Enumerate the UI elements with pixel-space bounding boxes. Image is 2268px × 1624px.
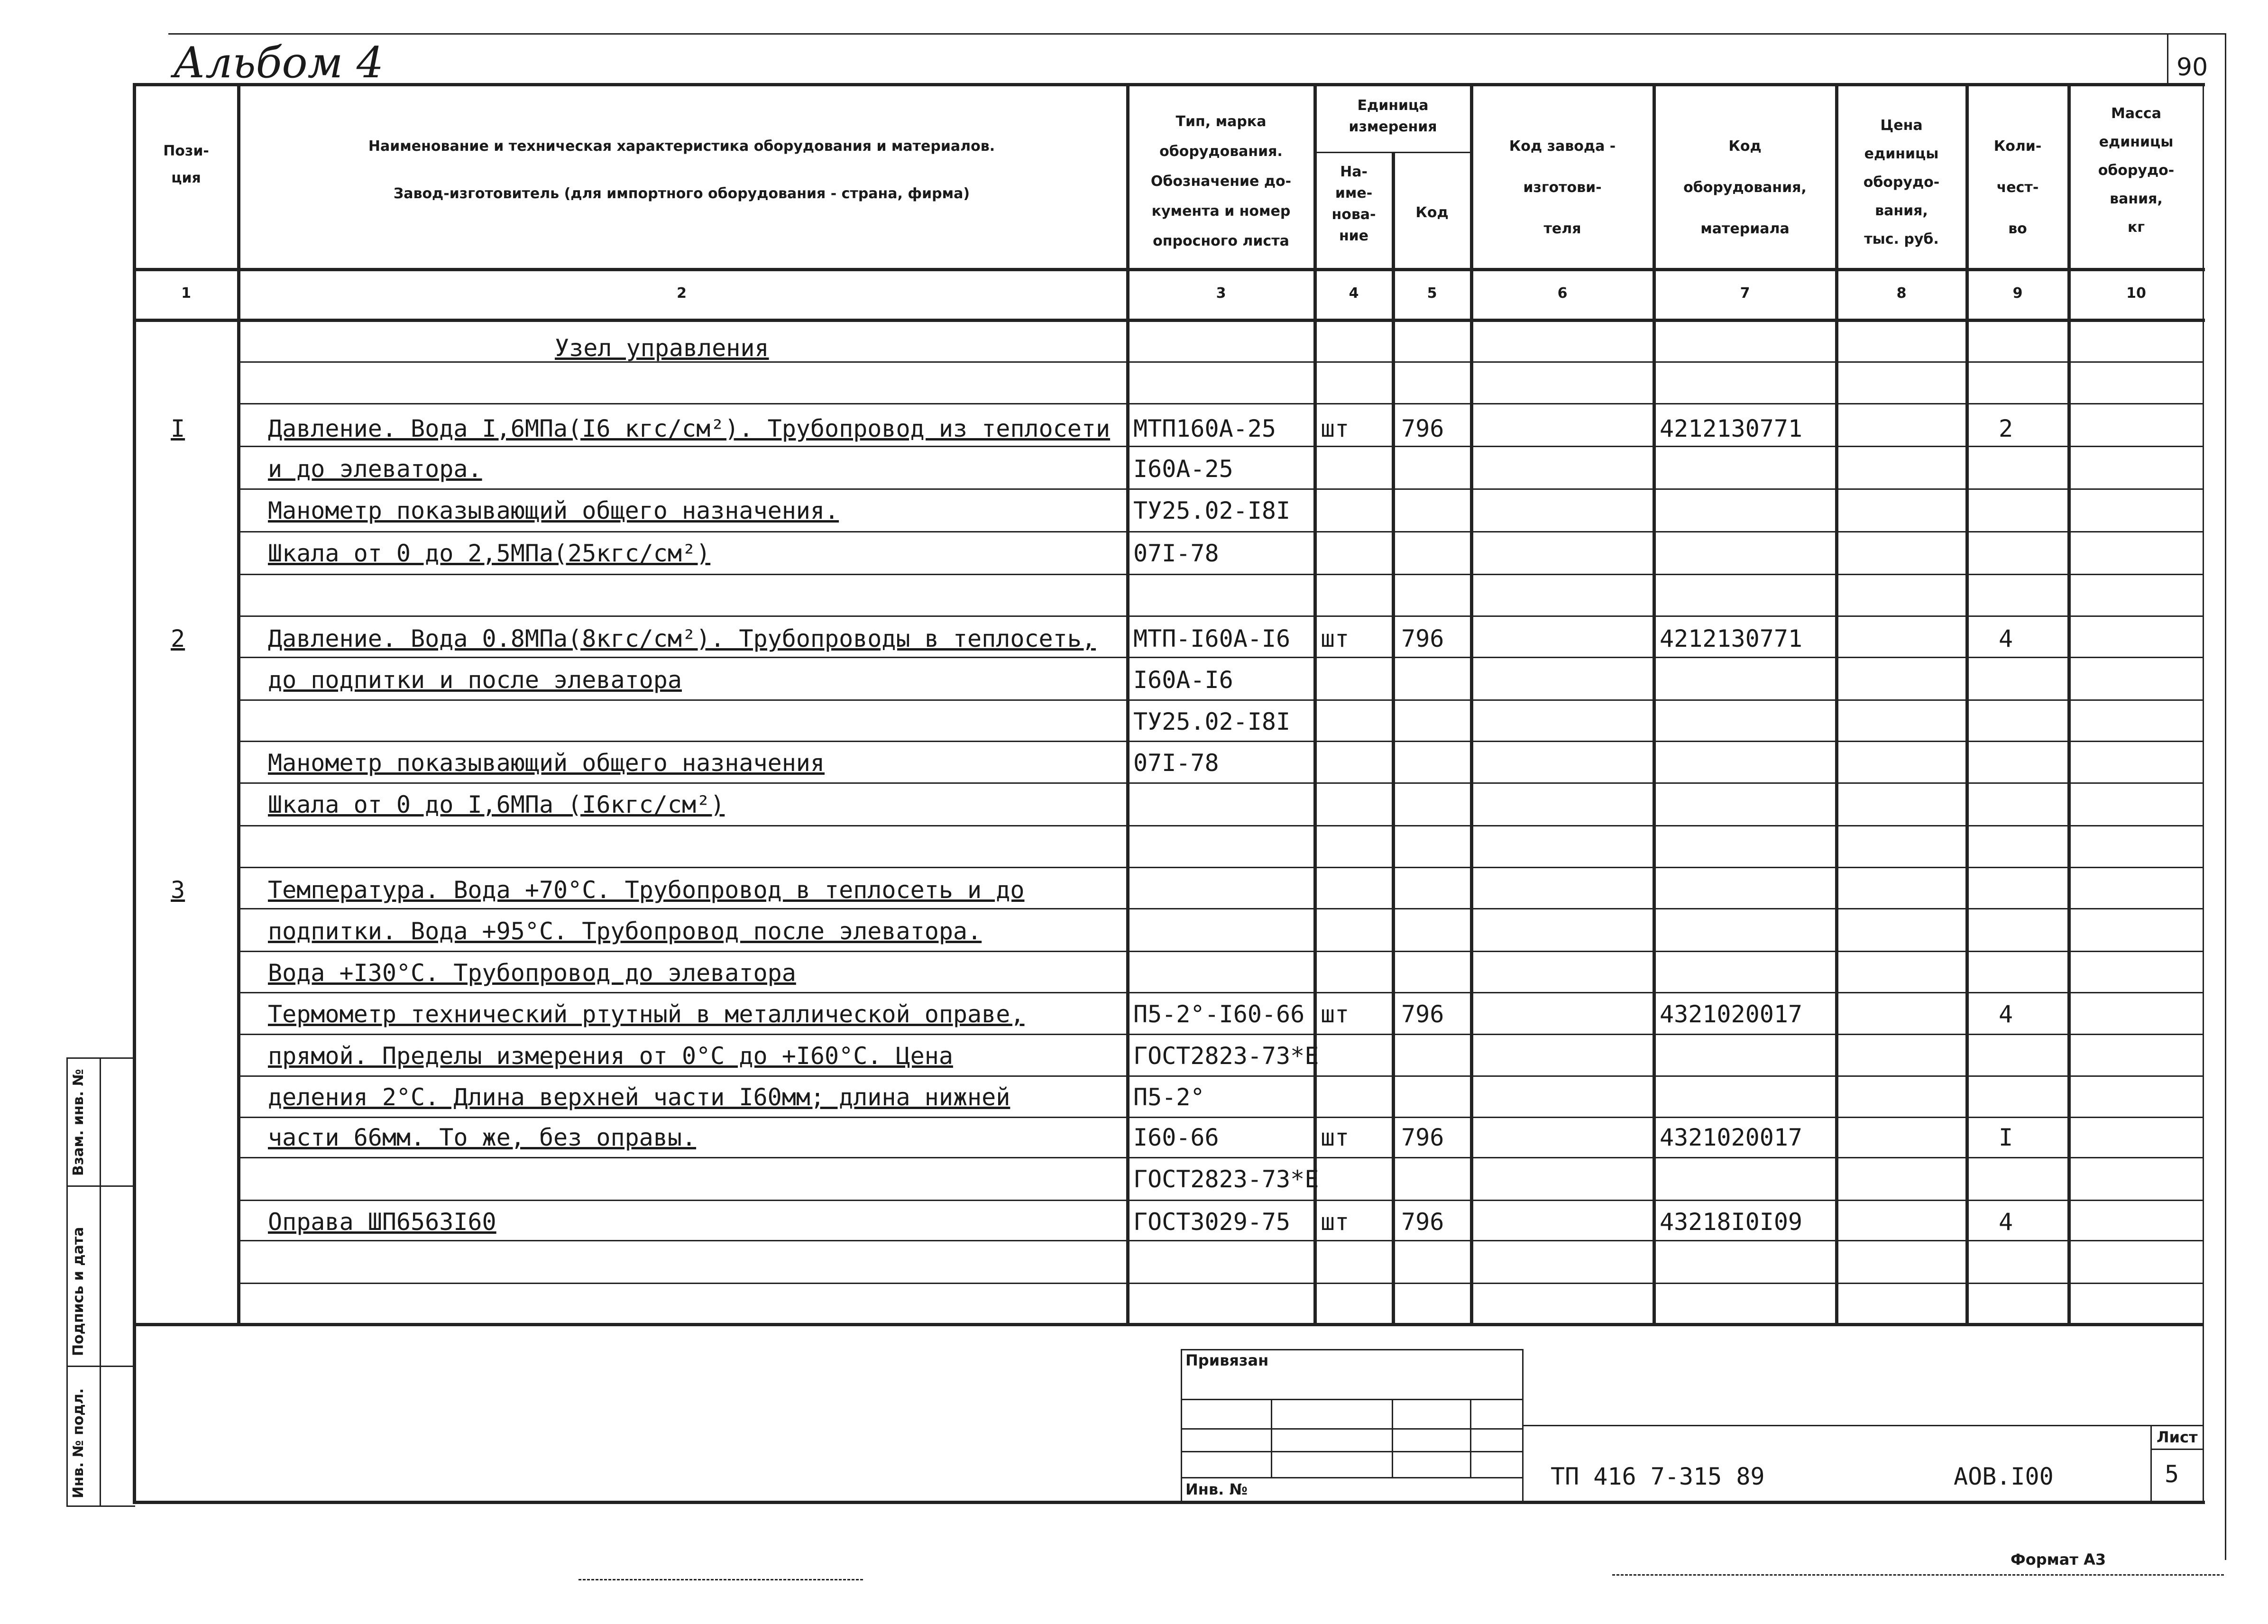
side-mid [100,1057,101,1505]
col-line-4 [1392,152,1395,1323]
row-type: ТУ25.02-I8I [1133,497,1291,524]
frame-right-outer [2225,33,2226,1560]
unit-group-divider [1313,152,1470,153]
row-type: МТП160А-25 [1133,415,1276,442]
row-position: 2 [171,625,185,652]
row-unit: шт [1321,1208,1350,1236]
col-line-7 [1835,83,1838,1323]
colnum-7: 7 [1740,285,1750,302]
header-name-line1: Наименование и техническая характеристика оборудования и материалов. [368,138,995,155]
row-equipment-code: 4212130771 [1660,625,1803,652]
row-rule [237,531,2203,532]
stamp-line-4 [1181,1477,1522,1478]
row-rule [237,1157,2203,1158]
header-bottom [133,268,2205,271]
row-rule [237,1240,2203,1241]
colnum-5: 5 [1427,285,1437,302]
row-rule [237,1117,2203,1118]
row-name: Манометр показывающий общего назначения [268,749,825,777]
row-rule [237,992,2203,993]
row-rule [237,1034,2203,1035]
row-rule [237,908,2203,909]
side-vzam: Взам. инв. № [70,1069,87,1176]
row-unit-code: 796 [1401,1208,1444,1236]
stamp-top [1181,1349,1522,1350]
row-rule [237,951,2203,952]
sheet-box-left [2150,1425,2152,1501]
side-bottom [66,1505,135,1507]
row-quantity: 4 [1999,1000,2013,1028]
row-type: 07I-78 [1133,749,1219,777]
row-name: Оправа ШП6563I60 [268,1208,496,1236]
row-rule [237,403,2203,404]
row-name: Шкала от 0 до 2,5МПа(25кгс/см²) [268,540,711,567]
stamp-inv-no: Инв. № [1185,1480,1248,1498]
row-type: ГОСТ2823-73*Е [1133,1042,1319,1070]
row-equipment-code: 4321020017 [1660,1000,1803,1028]
row-name: до подпитки и после элеватора [268,666,682,694]
row-type: П5-2° [1133,1083,1205,1111]
sheet-number: 5 [2165,1460,2179,1488]
row-unit-code: 796 [1401,1124,1444,1151]
row-name: Манометр показывающий общего назначения. [268,497,839,524]
doc-suffix: АОВ.I00 [1954,1463,2054,1490]
row-type: I60А-25 [1133,455,1233,483]
col-line-3 [1313,83,1317,1323]
row-name: Давление. Вода 0.8МПа(8кгс/см²). Трубопроводы в теплосеть, [268,625,1096,652]
row-rule [237,615,2203,617]
header-mass: Масса единицы оборудо- вания, кг [2098,105,2175,236]
header-type: Тип, марка оборудования. Обозначение до- кумента и номер опросного листа [1150,113,1292,249]
row-type: П5-2°-I60-66 [1133,1000,1305,1028]
row-name: части 66мм. То же, без оправы. [268,1124,697,1151]
header-position: Пози- ция [163,143,209,186]
col-line-6 [1653,83,1656,1323]
colnum-2: 2 [677,285,687,302]
sheet-label: Лист [2157,1428,2198,1446]
row-type: ТУ25.02-I8I [1133,708,1291,735]
row-equipment-code: 4212130771 [1660,415,1803,442]
row-unit-code: 796 [1401,1000,1444,1028]
row-name: и до элеватора. [268,455,482,483]
row-type: МТП-I60А-I6 [1133,625,1291,652]
row-name: Температура. Вода +70°С. Трубопровод в теплосеть и до [268,876,1025,904]
doc-code: ТП 416 7-315 89 [1551,1463,1765,1490]
row-quantity: I [1999,1124,2013,1151]
row-rule [237,1283,2203,1284]
row-equipment-code: 4321020017 [1660,1124,1803,1151]
side-div-2 [66,1366,135,1367]
row-unit: шт [1321,415,1350,442]
stamp-col-1 [1271,1399,1272,1477]
row-type: ГОСТ3029-75 [1133,1208,1291,1236]
colnum-1: 1 [181,285,191,302]
header-unit-group: Единица измерения [1349,97,1437,135]
row-position: 3 [171,876,185,904]
frame-bottom [133,1501,2205,1504]
side-div-1 [66,1185,135,1187]
row-rule [237,867,2203,868]
col-line-8 [1965,83,1969,1323]
row-unit: шт [1321,1000,1350,1028]
header-factory-code: Код завода - изготови- теля [1509,138,1616,237]
row-quantity: 2 [1999,415,2013,442]
stamp-col-3 [1470,1399,1471,1477]
col-line-1 [237,83,240,1323]
side-top [66,1057,135,1059]
row-rule [237,1200,2203,1201]
bottom-dashed-left [578,1579,863,1580]
row-name: деления 2°С. Длина верхней части I60мм; длина нижней [268,1083,1010,1111]
frame-topmost [168,33,2226,35]
row-rule [237,446,2203,447]
frame-top [133,83,2205,86]
row-name: Давление. Вода I,6МПа(I6 кгс/см²). Трубопровод из теплосети [268,415,1111,442]
section-title: Узел управления [555,334,769,362]
stamp-privyazan: Привязан [1185,1351,1269,1369]
row-type: ГОСТ2823-73*Е [1133,1165,1319,1193]
header-unit-name: На- име- нова- ние [1331,164,1376,244]
side-inv-podl: Инв. № подл. [70,1388,87,1498]
row-rule [237,488,2203,490]
header-equipment-code: Код оборудования, материала [1683,138,1807,237]
header-price: Цена единицы оборудо- вания, тыс. руб. [1863,117,1940,248]
row-rule [237,741,2203,742]
album-title: Альбом 4 [173,38,384,88]
row-unit: шт [1321,625,1350,652]
colnum-10: 10 [2126,285,2146,302]
table-bottom [133,1323,2203,1326]
col-line-2 [1126,83,1129,1323]
colnum-9: 9 [2012,285,2023,302]
title-block-top [1522,1425,2203,1426]
col-line-5 [1470,83,1473,1323]
colnum-6: 6 [1557,285,1568,302]
row-name: прямой. Пределы измерения от 0°С до +I60°С. Цена [268,1042,953,1070]
row-rule [237,1075,2203,1077]
row-name: Шкала от 0 до I,6МПа (I6кгс/см²) [268,791,725,818]
colnum-bottom [133,319,2205,322]
row-unit-code: 796 [1401,415,1444,442]
side-podpis: Подпись и дата [70,1227,87,1356]
stamp-col-2 [1392,1399,1393,1477]
row-rule [237,361,2203,363]
sheet-box-divider [2150,1449,2203,1450]
row-rule [237,699,2203,701]
row-rule [237,782,2203,784]
row-unit-code: 796 [1401,625,1444,652]
row-rule [237,825,2203,826]
row-rule [237,574,2203,575]
side-left [66,1057,68,1505]
colnum-8: 8 [1896,285,1907,302]
header-name-line2: Завод-изготовитель (для импортного оборудования - страна, фирма) [393,185,970,202]
row-name: Термометр технический ртутный в металлической оправе, [268,1000,1025,1028]
row-equipment-code: 43218I0I09 [1660,1208,1803,1236]
row-position: I [171,415,185,442]
header-unit-code: Код [1415,204,1449,221]
row-name: Вода +I30°С. Трубопровод до элеватора [268,959,796,987]
row-unit: шт [1321,1124,1350,1151]
row-type: I60-66 [1133,1124,1219,1151]
colnum-4: 4 [1349,285,1359,302]
page-box-divider [2167,33,2168,85]
row-type: 07I-78 [1133,540,1219,567]
row-name: подпитки. Вода +95°С. Трубопровод после элеватора. [268,918,982,945]
row-quantity: 4 [1999,1208,2013,1236]
page-number: 90 [2176,53,2208,82]
col-line-9 [2067,83,2071,1323]
bottom-dashed [1612,1574,2224,1576]
colnum-3: 3 [1216,285,1226,302]
format-label: Формат А3 [2011,1551,2106,1569]
row-type: I60А-I6 [1133,666,1233,694]
row-quantity: 4 [1999,625,2013,652]
frame-right [2203,83,2204,1501]
row-rule [237,657,2203,658]
header-quantity: Коли- чест- во [1993,138,2042,237]
